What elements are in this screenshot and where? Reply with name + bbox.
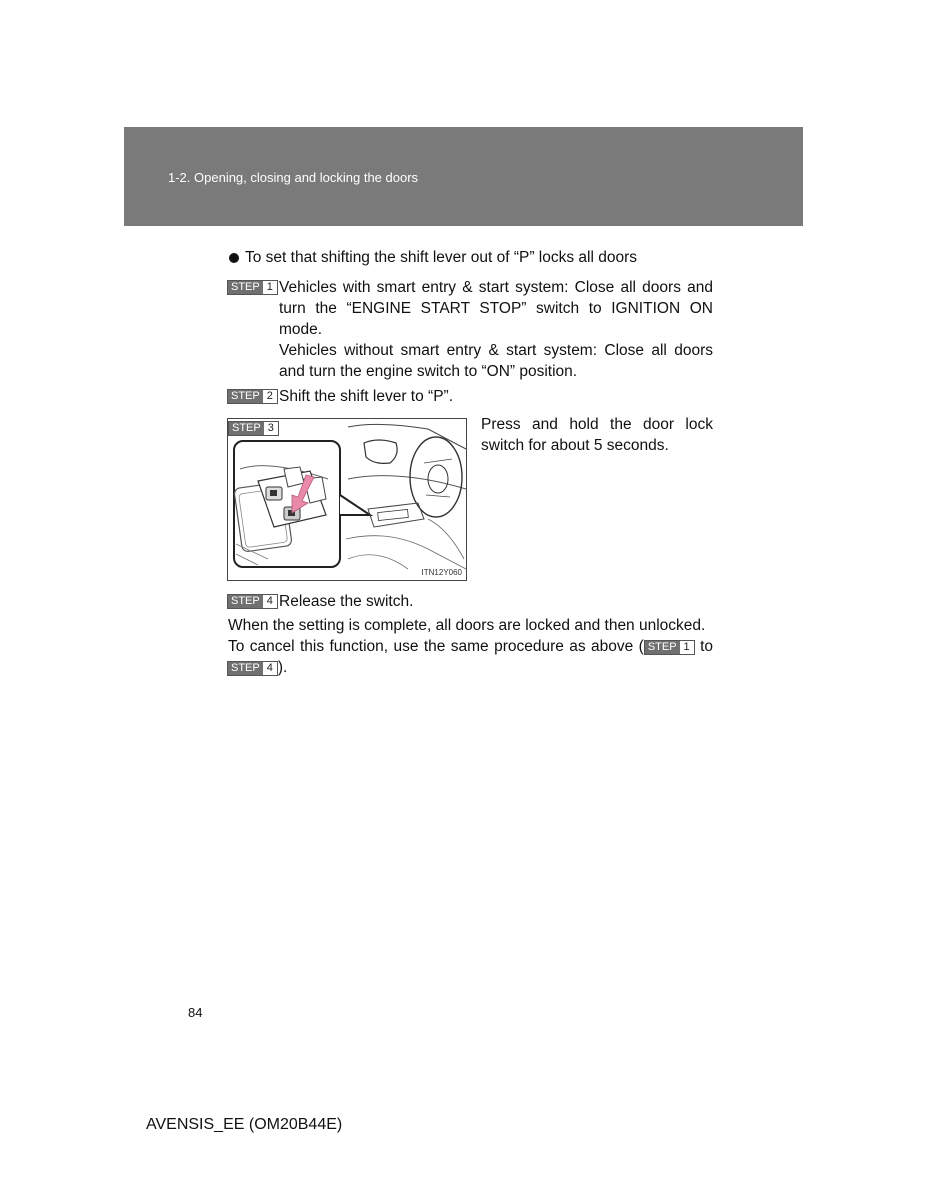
step-label: STEP [229, 422, 264, 435]
step-1-line-1: Vehicles with smart entry & start system: Close all doors and [279, 279, 713, 296]
closing-line-2-suffix: to [700, 638, 714, 655]
step-number: 2 [266, 390, 273, 402]
steering-wheel [410, 437, 462, 517]
page-number: 84 [188, 1005, 203, 1020]
figure-code: ITN12Y060 [421, 568, 462, 577]
car-interior-drawing [228, 419, 468, 582]
section-header-band [124, 127, 803, 226]
closing-line-2-prefix: To cancel this function, use the same procedure as above ( [228, 638, 644, 655]
closing-line-3 [227, 657, 287, 678]
step-badge-1 [227, 280, 278, 295]
step-number: 4 [266, 662, 273, 674]
model-code: AVENSIS_EE (OM20B44E) [146, 1116, 343, 1133]
step-1-line-3: mode. [279, 321, 323, 338]
step-number: 4 [266, 595, 273, 607]
inline-step-badge-1 [644, 640, 695, 655]
closing-line-1: When the setting is complete, all doors are locked and then unlocked. [228, 617, 706, 634]
section-title: 1-2. Opening, closing and locking the doors [168, 170, 419, 185]
step-label: STEP [645, 641, 680, 654]
step-label: STEP [228, 595, 263, 608]
step-label: STEP [228, 662, 263, 675]
step-4-text: Release the switch. [279, 593, 414, 610]
step-number: 1 [683, 641, 690, 653]
step-1-line-5: and turn the engine switch to “ON” position. [279, 363, 578, 380]
step-3-line-1: Press and hold the door lock [481, 416, 713, 433]
step-label: STEP [228, 390, 263, 403]
bullet-icon [229, 253, 239, 263]
step-1-line-2: turn the “ENGINE START STOP” switch to IGNITION ON [279, 300, 713, 317]
step-badge-2 [227, 389, 278, 404]
step-number: 3 [267, 422, 274, 434]
step-2-text: Shift the shift lever to “P”. [279, 388, 454, 405]
step-badge-3 [228, 421, 279, 436]
step-number: 1 [266, 281, 273, 293]
step-1-line-4: Vehicles without smart entry & start system: Close all doors [279, 342, 713, 359]
step-label: STEP [228, 281, 263, 294]
closing-line-3-suffix: ). [277, 659, 288, 676]
door-lock-switch-illustration [227, 418, 467, 581]
inline-step-badge-4 [227, 661, 278, 676]
closing-line-2 [228, 636, 713, 657]
step-3-line-2: switch for about 5 seconds. [481, 437, 669, 454]
side-mirror [364, 440, 397, 463]
bullet-heading: To set that shifting the shift lever out of “P” locks all doors [245, 249, 637, 266]
step-badge-4 [227, 594, 278, 609]
